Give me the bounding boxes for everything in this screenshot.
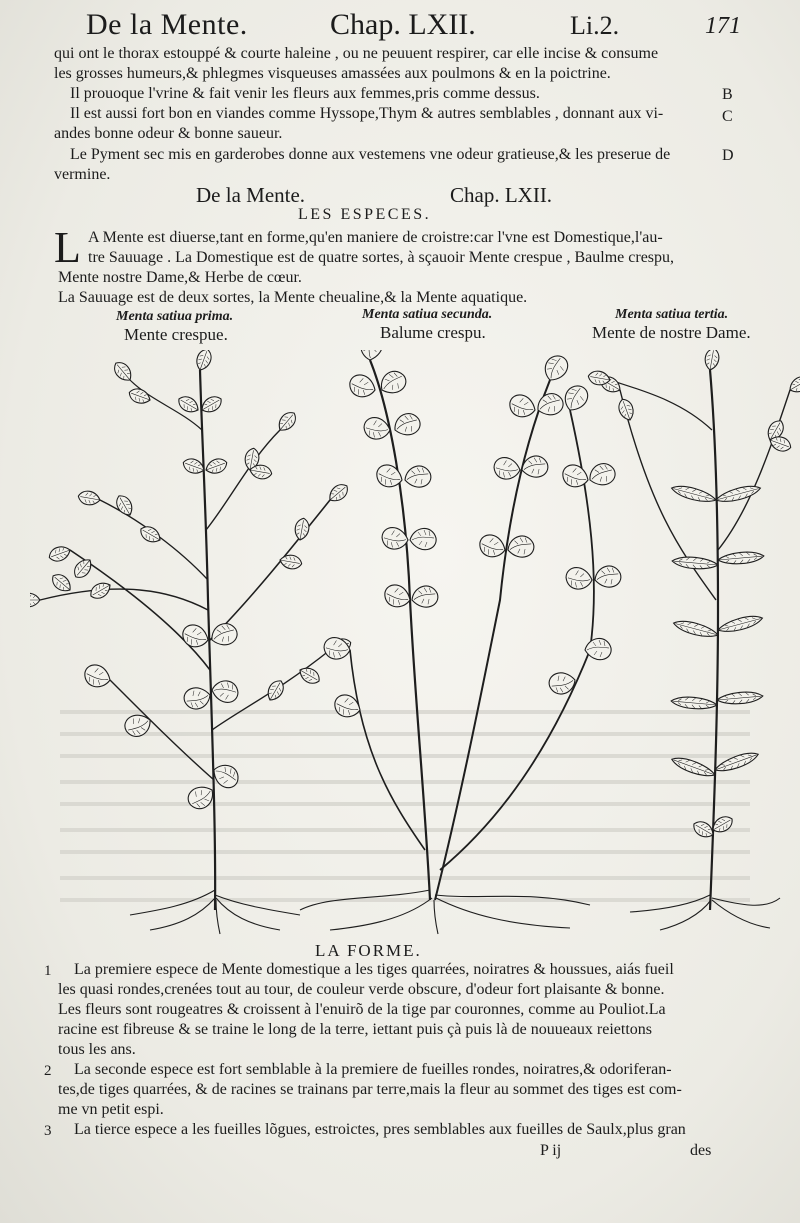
forme-title: LA FORME. [315, 941, 422, 960]
plant-latin-name: Menta satiua prima. [116, 309, 234, 324]
forme-line: La seconde espece est fort semblable à la premiere de fueilles rondes, noiratres,& odoriferan- [74, 1061, 672, 1078]
drop-cap: L [54, 223, 81, 272]
section-title: De la Mente. [196, 183, 306, 207]
forme-line: La premiere espece de Mente domestique a les tiges quarrées, noiratres & houssues, aiás fueil [74, 961, 674, 978]
running-chapter: Chap. LXII. [330, 8, 476, 41]
forme-line: La tierce espece a les fueilles lõgues, estroictes, pres semblables aux fueilles de Saulx,plus gran [74, 1121, 686, 1138]
plant-1-woodcut [30, 350, 353, 934]
folio-number: 171 [705, 13, 741, 39]
running-title: De la Mente. [86, 8, 248, 41]
plant-3-woodcut [587, 350, 800, 930]
especes-line: A Mente est diuerse,tant en forme,qu'en maniere de croistre:car l'vne est Domestique,l'au- [88, 229, 663, 246]
margin-letter: B [722, 86, 733, 103]
forme-item-number: 3 [44, 1123, 52, 1139]
especes-line: tre Sauuage . La Domestique est de quatre sortes, à sçauoir Mente crespue , Baulme crespu, [88, 249, 675, 266]
margin-letter: C [722, 108, 733, 125]
intro-line: Le Pyment sec mis en garderobes donne aux vestemens vne odeur gratieuse,& les preserue de [70, 146, 671, 163]
signature-mark: P ij [540, 1142, 562, 1159]
catchword: des [690, 1142, 712, 1159]
section-subtitle: LES ESPECES. [298, 206, 432, 223]
forme-item-number: 1 [44, 963, 52, 979]
plant-latin-name: Menta satiua tertia. [615, 307, 729, 322]
forme-line: tous les ans. [58, 1041, 136, 1058]
forme-line: les quasi rondes,crenées tout au tour, de couleur verde obscure, d'odeur fort plaisante & bonne. [58, 981, 665, 998]
forme-line: tes,de tiges quarrées, & de racines se trainans par terre,mais la fleur au sommet des tiges est com- [58, 1081, 682, 1098]
especes-line: La Sauuage est de deux sortes, la Mente cheualine,& la Mente aquatique. [58, 289, 528, 306]
forme-line: Les fleurs sont rougeatres & croissent à l'enuirõ de la tige par couronnes, comme au Pouliot.La [58, 1001, 666, 1018]
running-header [0, 8, 800, 42]
intro-line: qui ont le thorax estouppé & courte haleine , ou ne peuuent respirer, car elle incise & consume [54, 45, 659, 62]
plant-common-name: Mente crespue. [124, 325, 228, 344]
section-chapter: Chap. LXII. [450, 183, 553, 207]
intro-line: Il prouoque l'vrine & fait venir les fleurs aux femmes,pris comme dessus. [70, 85, 540, 102]
margin-letter: D [722, 147, 734, 164]
forme-line: racine est fibreuse & se traine le long de la terre, iettant puis çà puis là de nouueaux reiettons [58, 1021, 652, 1038]
intro-line: andes bonne odeur & bonne saueur. [54, 125, 283, 142]
running-book: Li.2. [570, 11, 620, 40]
plant-common-name: Balume crespu. [380, 323, 486, 342]
intro-line: les grosses humeurs,& phlegmes visqueuses amassées aux poulmons & en la poictrine. [54, 65, 611, 82]
plant-latin-name: Menta satiua secunda. [362, 307, 493, 322]
especes-line: Mente nostre Dame,& Herbe de cœur. [58, 269, 302, 286]
plant-common-name: Mente de nostre Dame. [592, 323, 751, 342]
forme-line: me vn petit espi. [58, 1101, 164, 1118]
forme-item-number: 2 [44, 1063, 52, 1079]
mint-woodcut-illustration [30, 350, 800, 935]
intro-line: vermine. [54, 166, 111, 183]
intro-line: Il est aussi fort bon en viandes comme Hyssope,Thym & autres semblables , donnant aux vi- [70, 105, 664, 122]
